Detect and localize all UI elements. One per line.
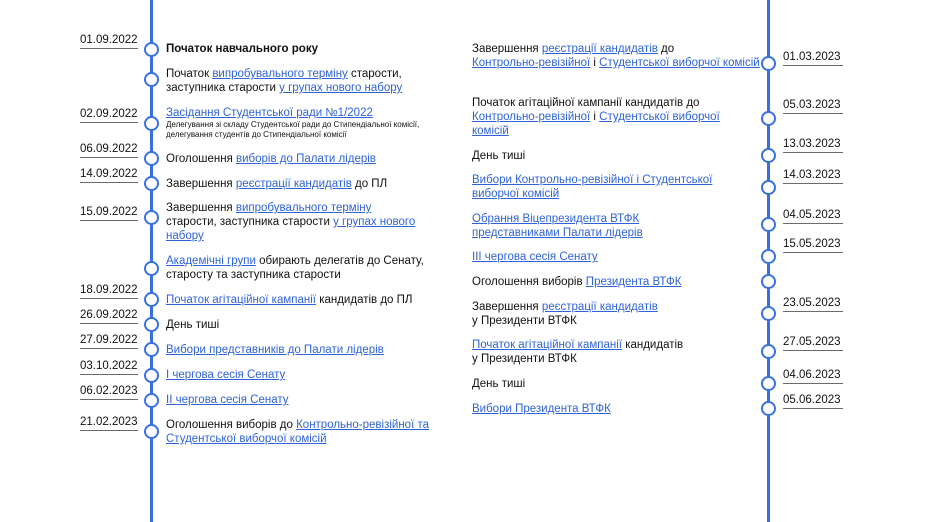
event-text: Завершення — [166, 178, 236, 190]
timeline-dot — [761, 56, 776, 71]
event-date: 01.03.2023 — [783, 51, 843, 66]
president-elections-link[interactable]: Вибори Президента ВТФК — [472, 403, 611, 415]
timeline-dot — [761, 344, 776, 359]
candidate-registration-link[interactable]: реєстрації кандидатів — [541, 301, 658, 313]
timeline-dot — [144, 116, 159, 131]
event-text: Початок — [166, 68, 213, 80]
event-president-registration-end — [472, 300, 742, 328]
event-date: 21.02.2023 — [80, 416, 138, 431]
event-leaders-election-announce — [166, 152, 456, 166]
timeline-dot — [144, 424, 159, 439]
probation-link[interactable]: випробувального терміну — [235, 202, 372, 214]
timeline-dot — [761, 111, 776, 126]
timeline-dot — [761, 148, 776, 163]
event-date: 06.09.2022 — [80, 143, 138, 158]
event-senate-session-1 — [166, 368, 456, 382]
event-date: 27.09.2022 — [80, 334, 138, 349]
event-leaders-elections — [166, 343, 466, 357]
election-commission-link[interactable]: Студентської виборчої комісій — [472, 111, 720, 137]
new-groups-link[interactable]: у групах нового набору — [279, 82, 403, 94]
event-date: 14.09.2022 — [80, 168, 138, 183]
event-date: 03.10.2022 — [80, 360, 138, 375]
leaders-elections-link[interactable]: Вибори представників до Палати лідерів — [166, 344, 384, 356]
event-date: 18.09.2022 — [80, 284, 138, 299]
event-senate-session-3 — [472, 250, 742, 264]
candidate-registration-link[interactable]: реєстрації кандидатів — [541, 43, 658, 55]
commissions-link[interactable]: Контрольно-ревізійної та Студентської виборчої комісій — [166, 419, 430, 445]
timeline-dot — [144, 317, 159, 332]
audit-commission-link[interactable]: Контрольно-ревізійної — [472, 57, 591, 69]
student-council-meeting-link[interactable]: Засідання Студентської ради №1/2022 — [166, 107, 373, 119]
event-description: Делегування зі складу Студентської ради до Стипендіальної комісії, делегування студентів до Стипендіальної комісії — [166, 120, 420, 139]
event-text: Завершення — [472, 43, 542, 55]
event-probation-start — [166, 67, 456, 95]
event-date: 04.06.2023 — [783, 369, 843, 384]
event-campaign-start-pl — [166, 293, 466, 307]
event-text: Оголошення виборів до — [166, 419, 297, 431]
event-text: Початок навчального року — [166, 43, 318, 55]
timeline-dot — [144, 151, 159, 166]
event-academic-groups-delegates — [166, 254, 426, 282]
timeline-dot — [144, 393, 159, 408]
event-date: 02.09.2022 — [80, 108, 138, 123]
new-groups-link[interactable]: у групах нового набору — [166, 216, 416, 242]
event-date: 01.09.2022 — [80, 34, 138, 49]
event-text: кандидатів до ПЛ — [316, 294, 413, 306]
event-text: у Президенти ВТФК — [472, 353, 577, 365]
vice-president-election-link[interactable]: Обрання Віцепрезидента ВТФК представниками Палати лідерів — [472, 213, 643, 239]
commissions-elections-link[interactable]: Вибори Контрольно-ревізійної і Студентської виборчої комісій — [472, 174, 713, 200]
timeline-dot — [144, 292, 159, 307]
event-text: старости, — [347, 68, 402, 80]
timeline-dot — [761, 401, 776, 416]
event-president-election-announce — [472, 275, 742, 289]
timeline-dot — [761, 376, 776, 391]
probation-link[interactable]: випробувального терміну — [212, 68, 348, 80]
timeline-dot — [761, 217, 776, 232]
event-text: і — [590, 111, 600, 123]
timeline-dot — [761, 274, 776, 289]
event-text: Завершення — [166, 202, 236, 214]
event-vice-president-election — [472, 212, 702, 240]
audit-commission-link[interactable]: Контрольно-ревізійної — [472, 111, 591, 123]
leaders-elections-link[interactable]: виборів до Палати лідерів — [236, 153, 376, 165]
event-text: кандидатів — [622, 339, 684, 351]
senate-session-link[interactable]: І чергова сесія Сенату — [166, 369, 286, 381]
event-date: 15.09.2022 — [80, 206, 138, 221]
event-commissions-registration-end — [472, 42, 762, 70]
senate-session-link[interactable]: ІІ чергова сесія Сенату — [166, 394, 289, 406]
candidate-registration-link[interactable]: реєстрації кандидатів — [235, 178, 352, 190]
event-text: заступника старости — [166, 82, 280, 94]
timeline-dot — [144, 42, 159, 57]
event-commissions-elections — [472, 173, 757, 201]
event-text: День тиші — [472, 378, 526, 390]
event-date: 23.05.2023 — [783, 297, 843, 312]
event-text: Оголошення — [166, 153, 237, 165]
event-text: до ПЛ — [351, 178, 388, 190]
president-link[interactable]: Президента ВТФК — [585, 276, 682, 288]
academic-groups-link[interactable]: Академічні групи — [166, 255, 256, 267]
event-text: Завершення — [472, 301, 542, 313]
campaign-link[interactable]: Початок агітаційної кампанії — [166, 294, 316, 306]
timeline-dot — [761, 249, 776, 264]
event-date: 27.05.2023 — [783, 336, 843, 351]
event-text: у Президенти ВТФК — [472, 315, 577, 327]
senate-session-link[interactable]: ІІІ чергова сесія Сенату — [472, 251, 598, 263]
event-silence-day — [472, 377, 742, 391]
event-text: і — [590, 57, 600, 69]
event-date: 14.03.2023 — [783, 169, 843, 184]
event-text: до — [657, 43, 675, 55]
event-text: День тиші — [472, 150, 526, 162]
event-silence-day — [472, 149, 742, 163]
timeline-dot — [761, 306, 776, 321]
event-senate-session-2 — [166, 393, 456, 407]
timeline-dot — [761, 180, 776, 195]
event-text: старости, заступника старости — [166, 216, 334, 228]
event-date: 05.06.2023 — [783, 394, 843, 409]
timeline-dot — [144, 72, 159, 87]
timeline-dot — [144, 176, 159, 191]
event-date: 06.02.2023 — [80, 385, 138, 400]
event-date: 26.09.2022 — [80, 309, 138, 324]
event-registration-end-pl — [166, 177, 456, 191]
event-date: 15.05.2023 — [783, 238, 843, 253]
event-student-council-meeting — [166, 106, 456, 139]
event-academic-year-start — [166, 42, 456, 56]
event-commissions-election-announce — [166, 418, 456, 446]
timeline-dot — [144, 342, 159, 357]
event-date: 13.03.2023 — [783, 138, 843, 153]
event-text: Початок агітаційної кампанії кандидатів до — [472, 97, 700, 109]
event-commissions-campaign-start — [472, 96, 742, 138]
event-president-campaign-start — [472, 338, 742, 366]
event-probation-end — [166, 201, 426, 243]
campaign-link[interactable]: Початок агітаційної кампанії — [472, 339, 622, 351]
event-president-elections — [472, 402, 742, 416]
event-text: обирають делегатів до Сенату, старосту та заступника старости — [166, 255, 424, 281]
timeline-dot — [144, 368, 159, 383]
event-text: День тиші — [166, 319, 220, 331]
timeline-dot — [144, 261, 159, 276]
election-commission-link[interactable]: Студентської виборчої комісій — [599, 57, 760, 69]
event-text: Оголошення виборів — [472, 276, 586, 288]
timeline-dot — [144, 210, 159, 225]
event-date: 04.05.2023 — [783, 209, 843, 224]
event-silence-day — [166, 318, 456, 332]
event-date: 05.03.2023 — [783, 99, 843, 114]
